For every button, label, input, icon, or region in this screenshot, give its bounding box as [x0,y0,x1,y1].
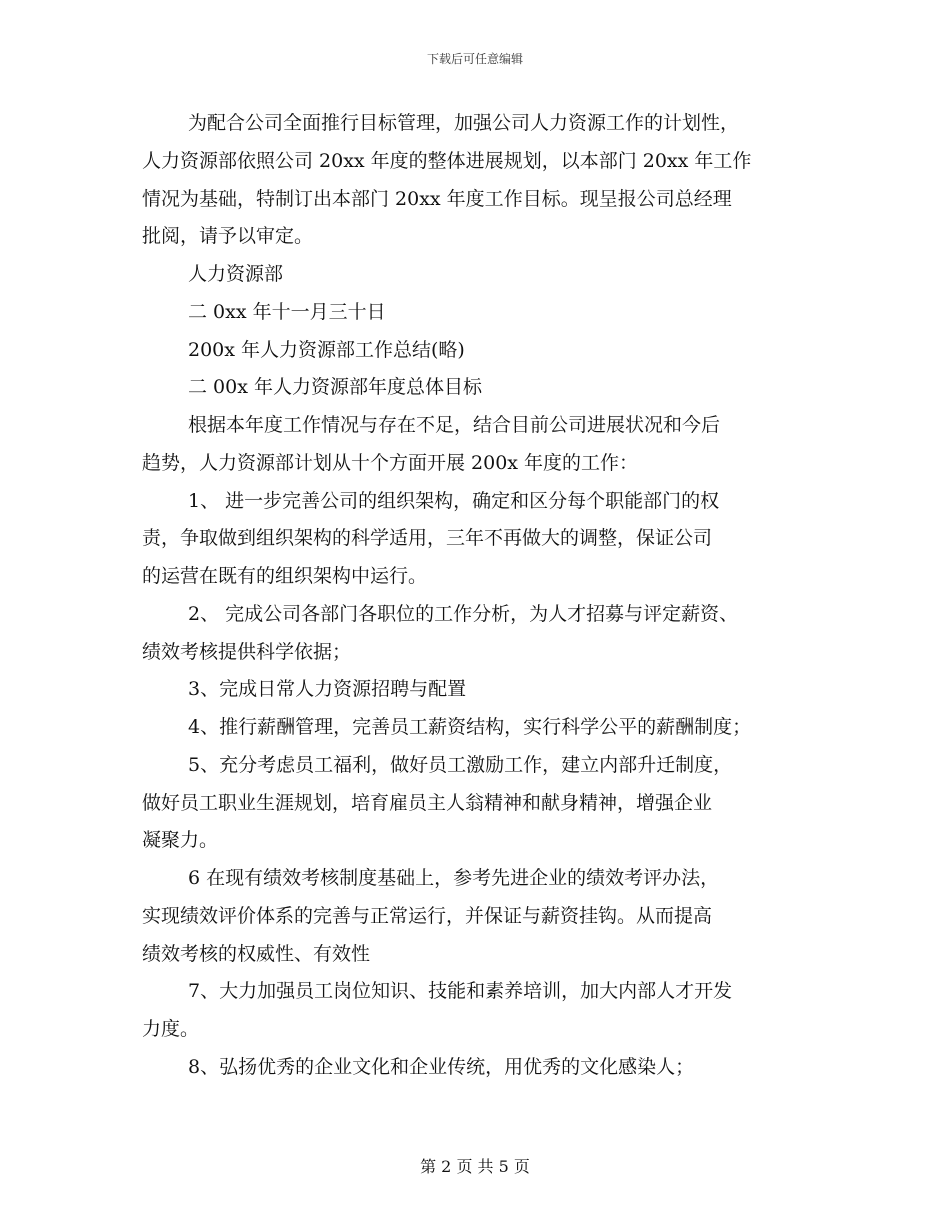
item-7-line-1: 7、大力加强员工岗位知识、技能和素养培训，加大内部人才开发 [188,980,733,1002]
item-5-line-1: 5、充分考虑员工福利，做好员工激励工作，建立内部升迁制度， [188,754,733,776]
item-5-line-3: 凝聚力。 [142,829,219,851]
section-summary-title: 200x 年人力资源部工作总结(略) [188,339,465,361]
item-1-line-3: 的运营在既有的组织架构中运行。 [142,565,428,587]
item-7-line-2: 力度。 [142,1018,200,1040]
item-1-line-2: 责，争取做到组织架构的科学适用，三年不再做大的调整，保证公司 [142,527,713,549]
item-6-line-2: 实现绩效评价体系的完善与正常运行，并保证与薪资挂钩。从而提高 [142,905,713,927]
item-5-line-2: 做好员工职业生涯规划，培育雇员主人翁精神和献身精神，增强企业 [142,792,713,814]
item-2-line-1: 2、 完成公司各部门各职位的工作分析，为人才招募与评定薪资、 [188,603,739,625]
paragraph-intro-line-1: 为配合公司全面推行目标管理，加强公司人力资源工作的计划性， [188,112,740,134]
paragraph-goals-line-1: 根据本年度工作情况与存在不足，结合目前公司进展状况和今后 [188,414,721,436]
item-8-line-1: 8、弘扬优秀的企业文化和企业传统，用优秀的文化感染人； [188,1056,695,1078]
paragraph-intro-line-3: 情况为基础，特制订出本部门 20xx 年度工作目标。现呈报公司总经理 [142,188,732,210]
page-number: 第 2 页 共 5 页 [420,1157,530,1176]
item-6-line-3: 绩效考核的权威性、有效性 [142,943,371,965]
item-4-line-1: 4、推行薪酬管理，完善员工薪资结构，实行科学公平的薪酬制度； [188,716,752,738]
item-2-line-2: 绩效考核提供科学依据； [142,641,352,663]
signature-date: 二 0xx 年十一月三十日 [188,301,386,323]
section-goals-title: 二 00x 年人力资源部年度总体目标 [188,376,482,398]
item-1-line-1: 1、 进一步完善公司的组织架构，确定和区分每个职能部门的权 [188,490,720,512]
paragraph-goals-line-2: 趋势，人力资源部计划从十个方面开展 200x 年度的工作： [142,452,639,474]
paragraph-intro-line-2: 人力资源部依照公司 20xx 年度的整体进展规划，以本部门 20xx 年工作 [142,150,752,172]
item-3-line-1: 3、完成日常人力资源招聘与配置 [188,678,467,700]
signature-department: 人力资源部 [188,263,284,285]
item-6-line-1: 6 在现有绩效考核制度基础上，参考先进企业的绩效考评办法， [188,867,720,889]
paragraph-intro-line-4: 批阅，请予以审定。 [142,225,314,247]
page-header-note: 下载后可任意编辑 [426,52,523,66]
